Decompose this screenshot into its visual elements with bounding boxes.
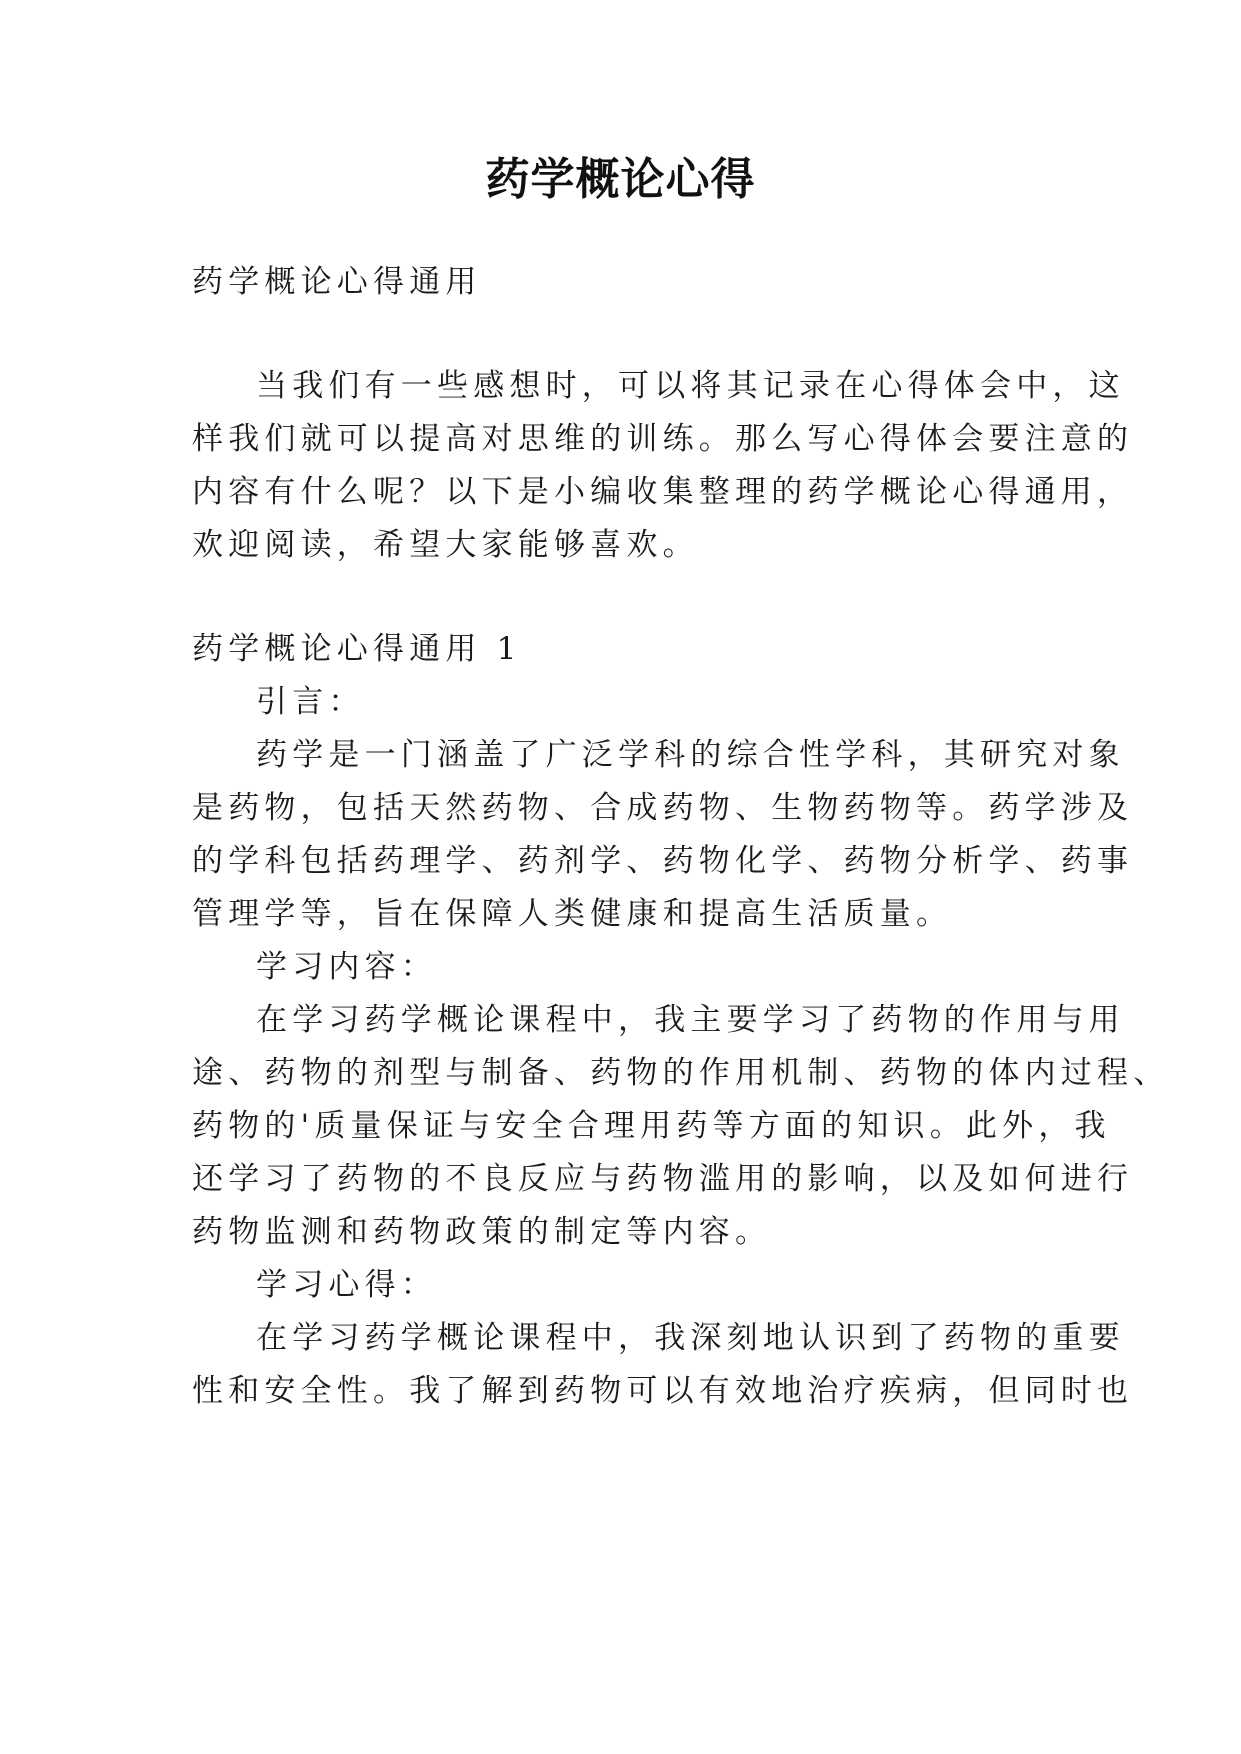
content-line-4: 还学习了药物的不良反应与药物滥用的影响，以及如何进行 [192, 1161, 1134, 1197]
content-line-1: 在学习药学概论课程中，我主要学习了药物的作用与用 [256, 1002, 1125, 1038]
insight-line-2: 性和安全性。我了解到药物可以有效地治疗疾病，但同时也 [192, 1373, 1134, 1409]
preface-line-4: 管理学等，旨在保障人类健康和提高生活质量。 [192, 896, 953, 932]
preface-line-1: 药学是一门涵盖了广泛学科的综合性学科，其研究对象 [256, 737, 1125, 773]
intro-line-2: 样我们就可以提高对思维的训练。那么写心得体会要注意的 [192, 421, 1134, 457]
content-line-2: 途、药物的剂型与制备、药物的作用机制、药物的体内过程、 [192, 1055, 1170, 1091]
insight-line-1: 在学习药学概论课程中，我深刻地认识到了药物的重要 [256, 1320, 1125, 1356]
preface-heading: 引言： [256, 684, 365, 720]
document-title: 药学概论心得 [485, 154, 756, 205]
intro-line-4: 欢迎阅读，希望大家能够喜欢。 [192, 527, 699, 563]
intro-line-3: 内容有什么呢？以下是小编收集整理的药学概论心得通用， [192, 474, 1134, 510]
section-title: 药学概论心得通用 1 [192, 631, 522, 667]
intro-line-1: 当我们有一些感想时，可以将其记录在心得体会中，这 [256, 368, 1125, 404]
content-line-3: 药物的'质量保证与安全合理用药等方面的知识。此外，我 [192, 1108, 1111, 1144]
document-subtitle: 药学概论心得通用 [192, 264, 482, 300]
preface-line-2: 是药物，包括天然药物、合成药物、生物药物等。药学涉及 [192, 790, 1134, 826]
insight-heading: 学习心得： [256, 1267, 437, 1303]
content-line-5: 药物监测和药物政策的制定等内容。 [192, 1214, 772, 1250]
content-heading: 学习内容： [256, 949, 437, 985]
preface-line-3: 的学科包括药理学、药剂学、药物化学、药物分析学、药事 [192, 843, 1134, 879]
